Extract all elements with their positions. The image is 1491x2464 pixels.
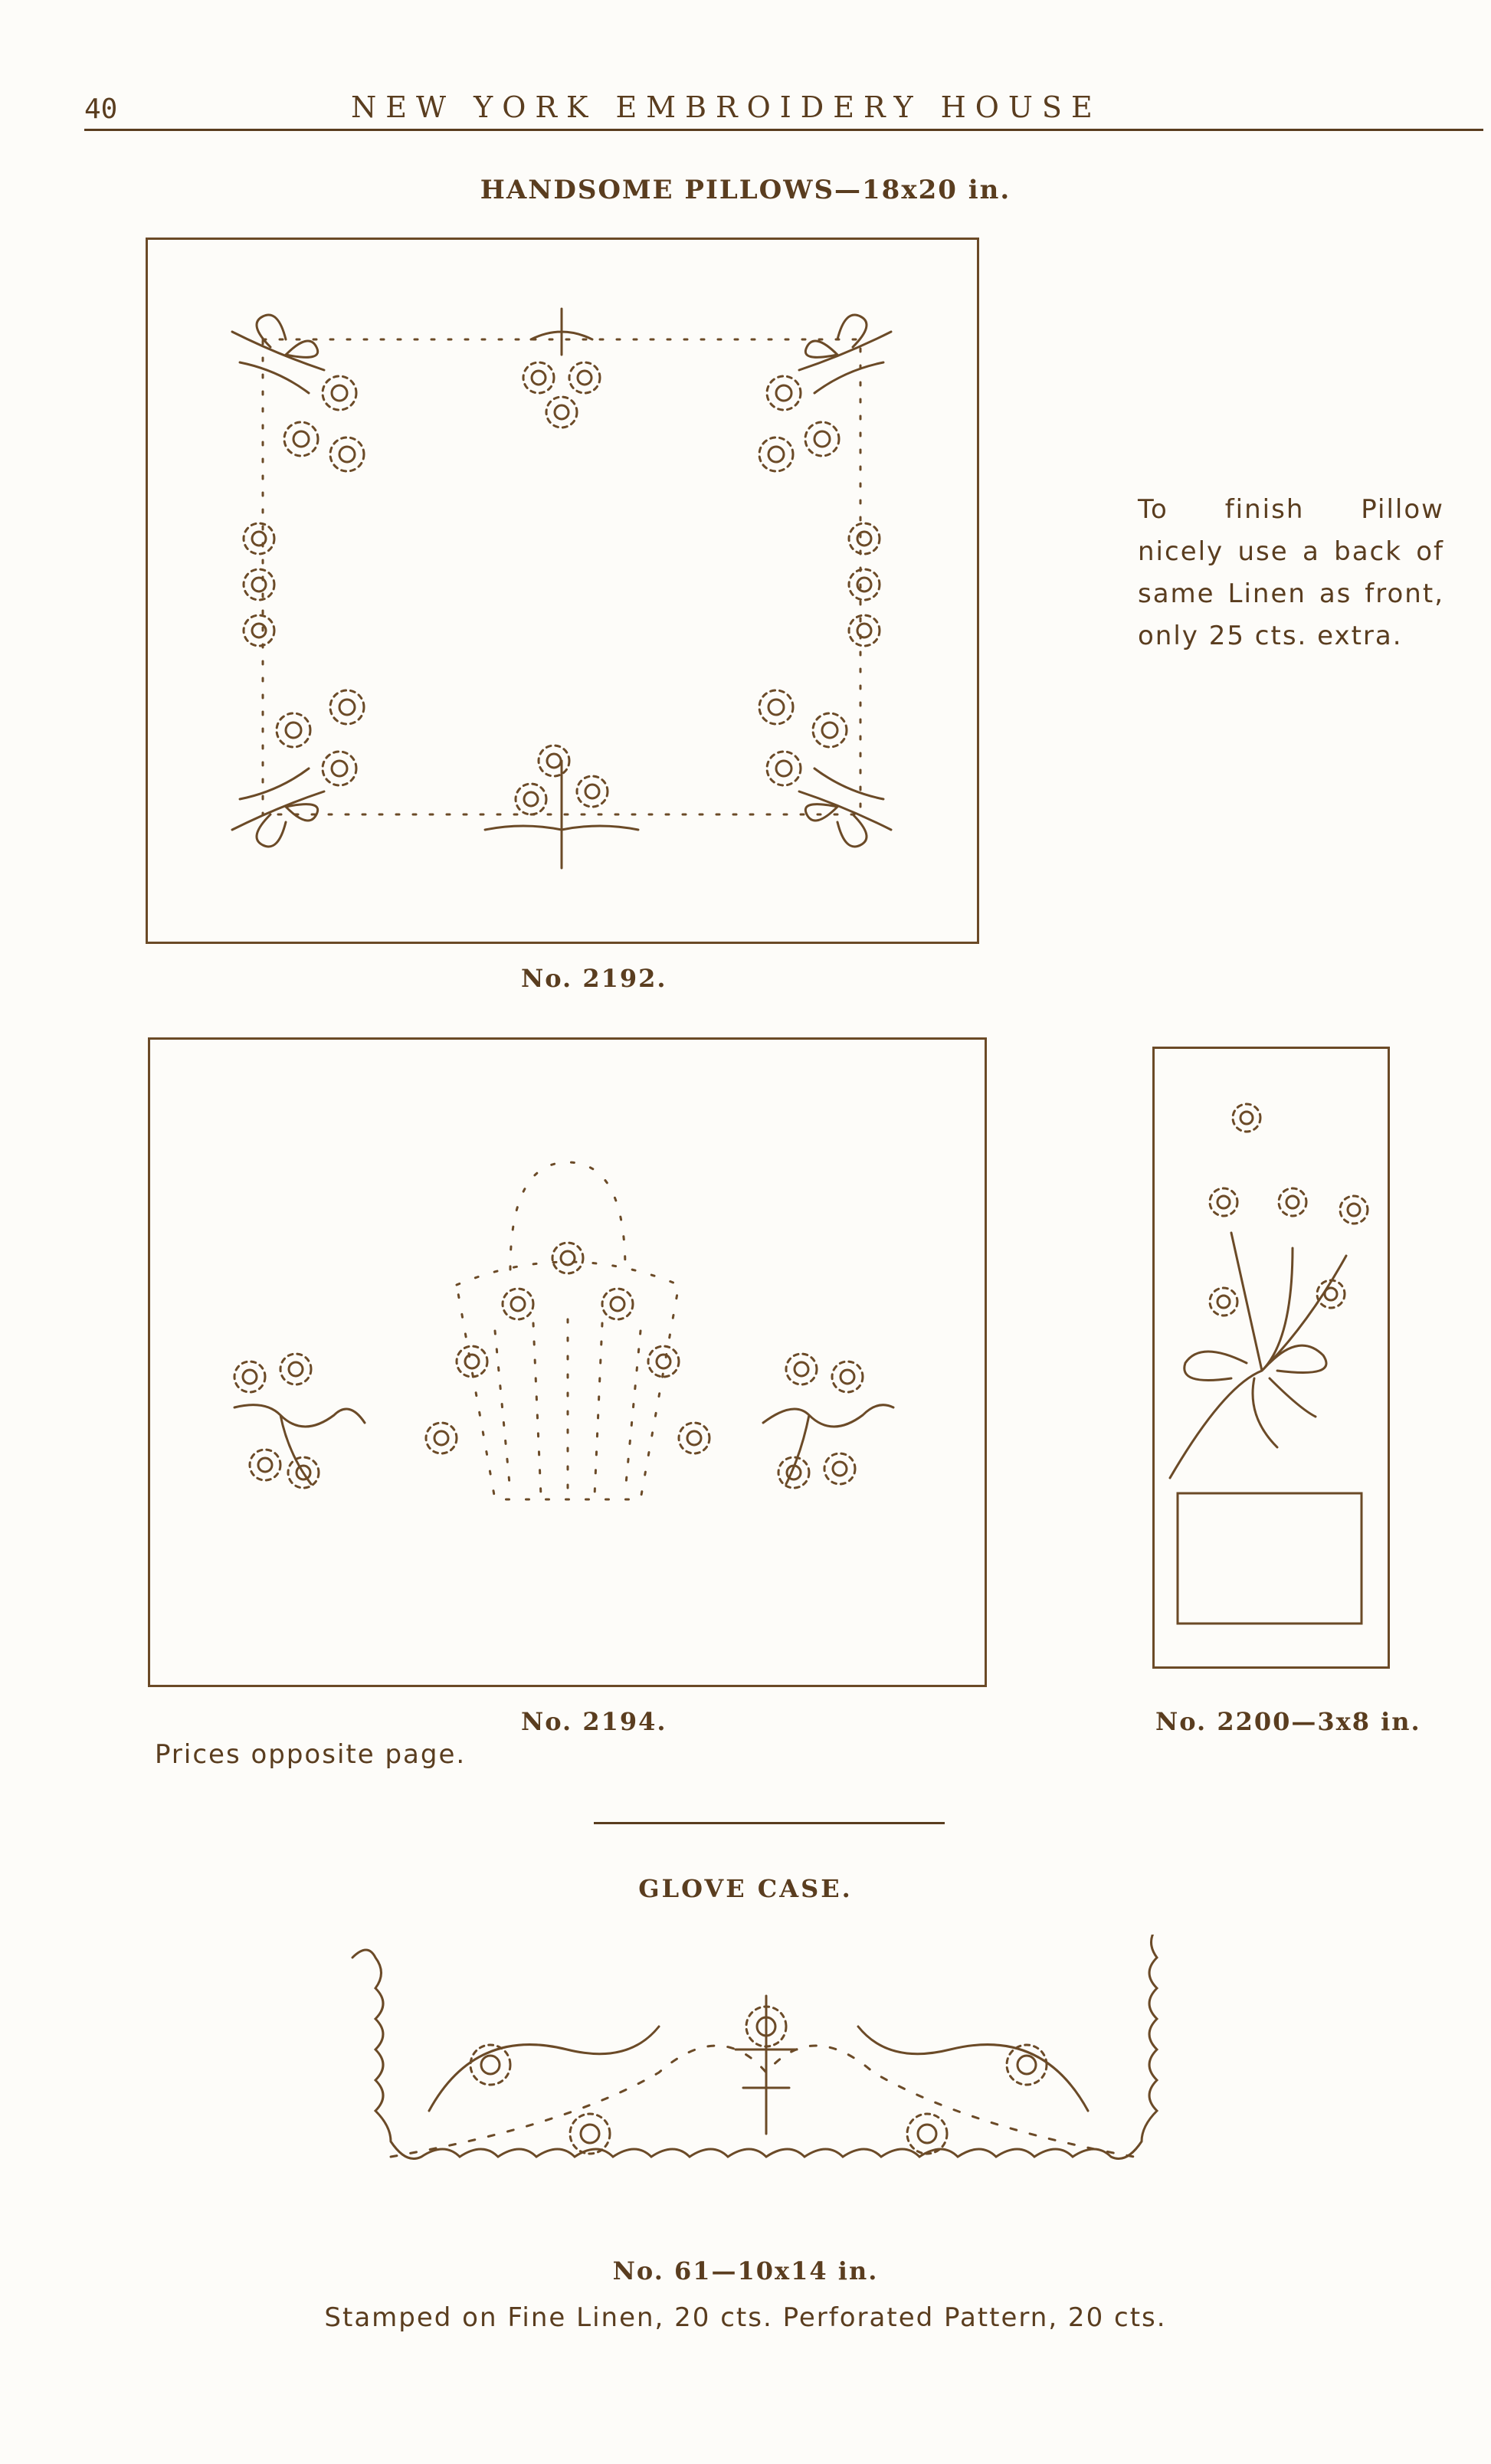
pillow-2194-drawing — [150, 1040, 985, 1685]
flower-basket — [426, 1162, 709, 1499]
center-spray — [736, 1996, 797, 2134]
header-rule — [84, 129, 1483, 131]
prices-note: Prices opposite page. — [155, 1739, 467, 1770]
bottom-center-spray — [485, 745, 638, 868]
pillow-2194-illustration — [148, 1037, 987, 1687]
caption-2192: No. 2192. — [521, 964, 667, 993]
pillow-finish-note — [1138, 489, 1444, 657]
section-title: HANDSOME PILLOWS—18x20 in. — [480, 175, 1011, 205]
top-center-spray — [523, 309, 600, 428]
right-scroll — [858, 2027, 1088, 2154]
item-2200-drawing — [1155, 1049, 1388, 1666]
section-divider — [594, 1822, 945, 1824]
caption-61: No. 61—10x14 in. — [612, 2256, 879, 2285]
bow-bouquet — [1170, 1104, 1368, 1478]
corner-bouquet-bottom-right — [759, 690, 891, 847]
dotted-border — [263, 339, 860, 814]
right-bow-bouquet — [763, 1354, 893, 1488]
monogram-panel — [1178, 1493, 1362, 1624]
page-number: 40 — [84, 93, 118, 125]
pillow-finish-note-text: To finish Pillow nicely use a back of same Linen as front, only 25 cts. extra. — [1138, 494, 1444, 651]
pillow-2192-drawing — [148, 240, 977, 942]
corner-bouquet-bottom-left — [232, 690, 364, 847]
glove-case-prices: Stamped on Fine Linen, 20 cts. Perforated Pattern, 20 cts. — [324, 2302, 1167, 2333]
glove-case-illustration — [337, 1935, 1180, 2249]
caption-2200: No. 2200—3x8 in. — [1155, 1707, 1421, 1736]
item-2200-illustration — [1152, 1047, 1390, 1669]
pillow-2192-illustration — [146, 238, 979, 944]
glove-case-title: GLOVE CASE. — [638, 1874, 853, 1903]
running-head: NEW YORK EMBROIDERY HOUSE — [351, 90, 1102, 124]
left-side-spray — [244, 523, 274, 646]
corner-bouquet-top-right — [759, 315, 891, 471]
caption-2194: No. 2194. — [521, 1707, 667, 1736]
left-bow-bouquet — [234, 1354, 365, 1488]
right-side-spray — [849, 523, 880, 646]
